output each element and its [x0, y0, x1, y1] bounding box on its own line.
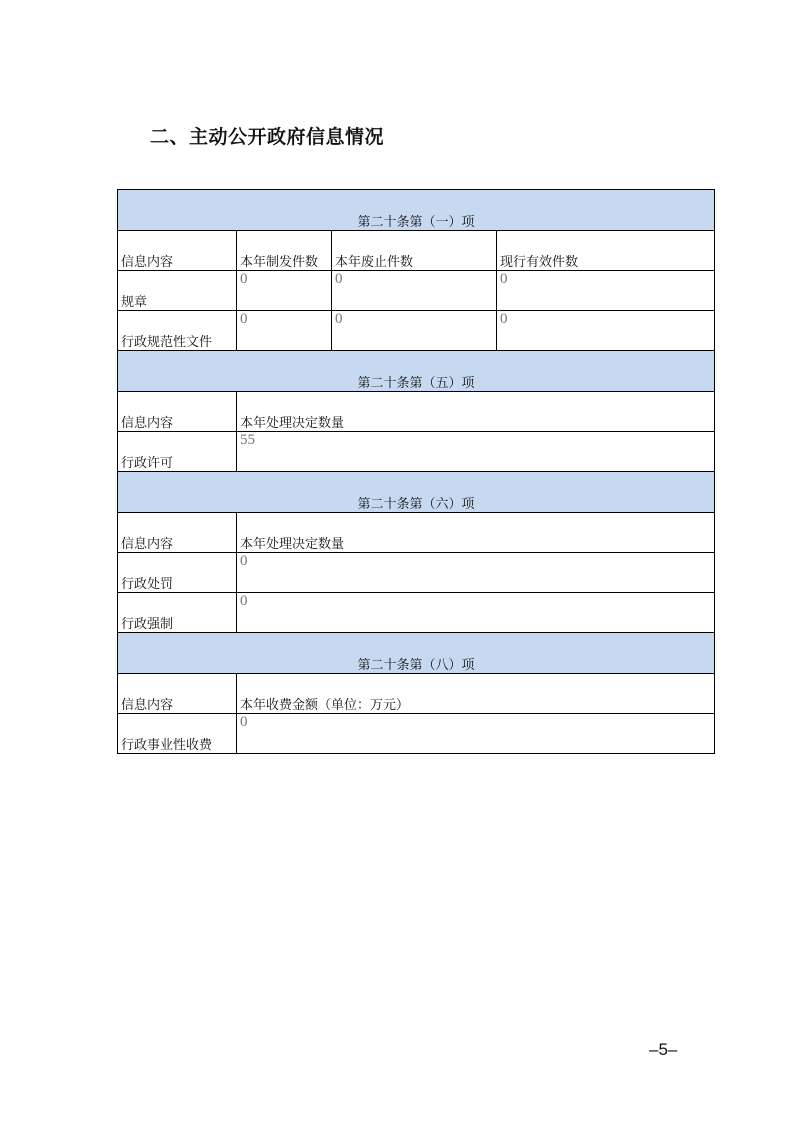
column-header-row	[118, 392, 715, 432]
section-header-row	[118, 472, 715, 513]
table-row	[118, 593, 715, 633]
section-header-article-5: 第二十条第（五）项	[118, 351, 715, 392]
table-row	[118, 432, 715, 472]
column-header: 本年废止件数	[332, 231, 497, 271]
column-header: 信息内容	[118, 392, 237, 432]
column-header-row	[118, 674, 715, 714]
section-header-row	[118, 190, 715, 231]
section-title: 二、主动公开政府信息情况	[150, 126, 385, 148]
cell-value: 0	[237, 714, 715, 754]
row-label: 行政事业性收费	[118, 714, 237, 754]
column-header: 现行有效件数	[497, 231, 715, 271]
section-header-article-1: 第二十条第（一）项	[118, 190, 715, 231]
section-header-article-8: 第二十条第（八）项	[118, 633, 715, 674]
cell-value: 0	[237, 593, 715, 633]
row-label: 行政许可	[118, 432, 237, 472]
cell-value: 0	[497, 311, 715, 351]
column-header: 本年收费金额（单位：万元）	[237, 674, 715, 714]
page-number: –5–	[649, 1040, 678, 1059]
cell-value: 0	[497, 271, 715, 311]
column-header-row	[118, 231, 715, 271]
cell-value: 0	[237, 271, 332, 311]
disclosure-table	[117, 189, 715, 754]
cell-value: 55	[237, 432, 715, 472]
cell-value: 0	[237, 311, 332, 351]
column-header: 本年处理决定数量	[237, 513, 715, 553]
column-header: 本年制发件数	[237, 231, 332, 271]
row-label: 行政强制	[118, 593, 237, 633]
column-header-row	[118, 513, 715, 553]
table-row	[118, 311, 715, 351]
cell-value: 0	[332, 311, 497, 351]
column-header: 信息内容	[118, 513, 237, 553]
table-row	[118, 553, 715, 593]
cell-value: 0	[332, 271, 497, 311]
section-header-article-6: 第二十条第（六）项	[118, 472, 715, 513]
row-label: 行政处罚	[118, 553, 237, 593]
section-header-row	[118, 633, 715, 674]
column-header: 本年处理决定数量	[237, 392, 715, 432]
column-header: 信息内容	[118, 674, 237, 714]
row-label: 规章	[118, 271, 237, 311]
table-row	[118, 714, 715, 754]
column-header: 信息内容	[118, 231, 237, 271]
cell-value: 0	[237, 553, 715, 593]
section-header-row	[118, 351, 715, 392]
table-row	[118, 271, 715, 311]
row-label: 行政规范性文件	[118, 311, 237, 351]
